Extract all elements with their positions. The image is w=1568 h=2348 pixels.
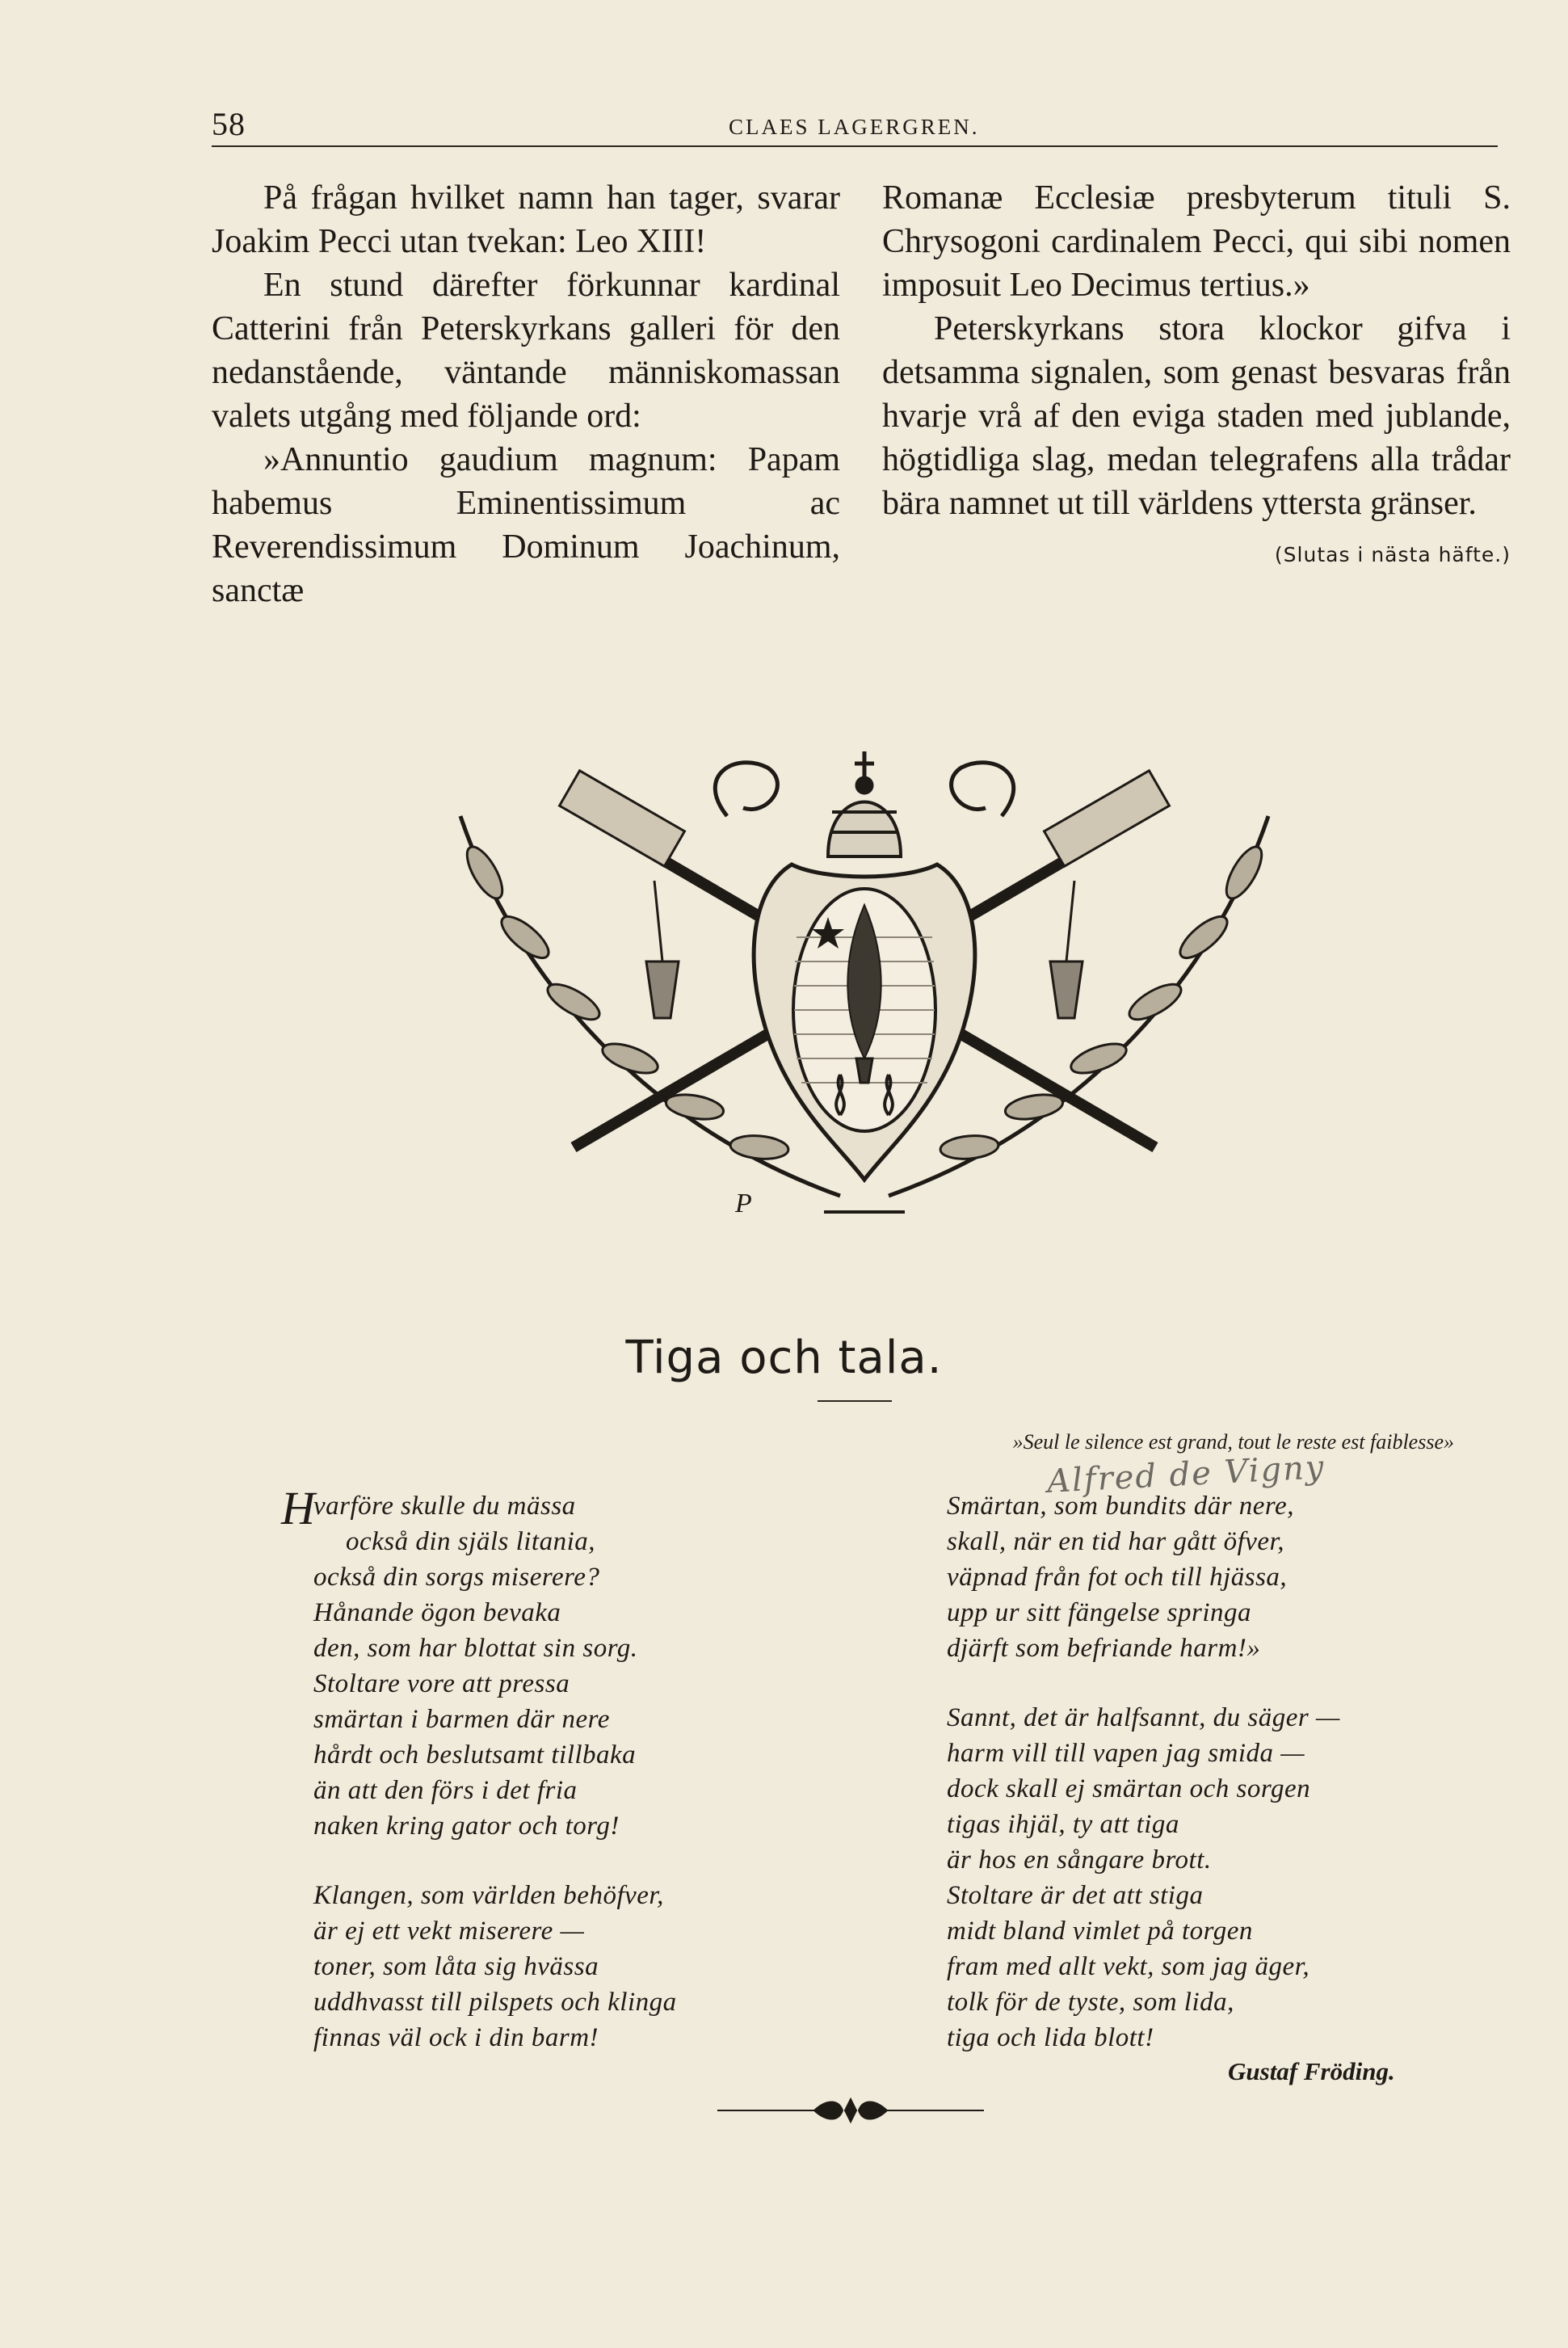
poem-author: Gustaf Fröding.: [1228, 2057, 1395, 2085]
poem-title: Tiga och tala.: [625, 1332, 943, 1384]
poem-line: smärtan i barmen där nere: [313, 1705, 610, 1734]
poem-line: midt bland vimlet på torgen: [947, 1917, 1253, 1946]
poem-line: Smärtan, som bundits där nere,: [947, 1492, 1294, 1521]
poem-line: Stoltare är det att stiga: [947, 1881, 1204, 1910]
poem-line: tiga och lida blott!: [947, 2023, 1154, 2052]
poem-line: djärft som befriande harm!»: [947, 1634, 1261, 1663]
poem-line: harm vill till vapen jag smida —: [947, 1739, 1305, 1768]
poem-stanza: [313, 1878, 766, 2056]
article-paragraph: »Annuntio gaudium magnum: Papam habemus Eminentissimum ac Reverendissimum Dominum Joachinum, sanctæ: [212, 441, 840, 609]
papal-coat-of-arms-illustration: [388, 695, 1341, 1260]
poem-column-right: [947, 1488, 1464, 2089]
header-rule: [212, 145, 1498, 147]
poem-line: varföre skulle du mässa: [313, 1492, 576, 1521]
poem-stanza: [947, 1488, 1464, 1666]
title-rule: [818, 1400, 892, 1402]
poem-line: är ej ett vekt miserere —: [313, 1917, 585, 1946]
poem-line: Klangen, som världen behöfver,: [313, 1881, 664, 1910]
poem-line: den, som har blottat sin sorg.: [313, 1634, 638, 1663]
article-paragraph: På frågan hvilket namn han tager, svarar Joakim Pecci utan tvekan: Leo XIII!: [212, 179, 840, 260]
engraver-signature: P: [735, 1189, 752, 1218]
article-column-left: [212, 176, 840, 612]
poem-line: väpnad från fot och till hjässa,: [947, 1563, 1288, 1592]
article-paragraph: Romanæ Ecclesiæ presbyterum tituli S. Chrysogoni cardinalem Pecci, qui sibi nomen imposuit Leo Decimus tertius.»: [882, 179, 1511, 304]
poem-column-left: [281, 1482, 766, 2089]
page-number: 58: [212, 106, 246, 142]
poem-line: hårdt och beslutsamt tillbaka: [313, 1740, 637, 1769]
poem-line: Hånande ögon bevaka: [313, 1598, 561, 1627]
poem-line: tolk för de tyste, som lida,: [947, 1988, 1234, 2017]
poem-line: uddhvasst till pilspets och klinga: [313, 1988, 677, 2017]
poem-line: Sannt, det är halfsannt, du säger —: [947, 1703, 1340, 1732]
poem-line: skall, när en tid har gått öfver,: [947, 1527, 1284, 1556]
poem-line: tigas ihjäl, ty att tiga: [947, 1810, 1179, 1839]
end-ornament-icon: [717, 2093, 984, 2128]
poem-line: upp ur sitt fängelse springa: [947, 1598, 1252, 1627]
poem-line: Stoltare vore att pressa: [313, 1669, 570, 1698]
handwritten-annotation: Alfred de Vigny: [1046, 1449, 1326, 1500]
poem-line: dock skall ej smärtan och sorgen: [947, 1774, 1311, 1803]
poem-line: är hos en sångare brott.: [947, 1845, 1212, 1875]
poem-line: toner, som låta sig hvässa: [313, 1952, 599, 1981]
drop-cap: H: [281, 1482, 316, 1534]
poem-line: fram med allt vekt, som jag äger,: [947, 1952, 1310, 1981]
article-paragraph: Peterskyrkans stora klockor gifva i detsamma signalen, som genast besvaras från hvarje vrå af den eviga staden med jublande, högtidliga slag, medan telegrafens alla trådar bära namnet ut till världens yttersta gränser.: [882, 310, 1511, 522]
poem-epigraph: »Seul le silence est grand, tout le reste est faiblesse»: [1012, 1430, 1454, 1454]
continuation-note: (Slutas i nästa häfte.): [1274, 543, 1511, 566]
poem-line: finnas väl ock i din barm!: [313, 2023, 599, 2052]
poem-stanza: [947, 1700, 1464, 2056]
poem-line: också din sorgs miserere?: [313, 1563, 600, 1592]
running-header: [212, 99, 1496, 147]
running-title: CLAES LAGERGREN.: [729, 115, 980, 139]
poem-stanza: [313, 1488, 766, 1844]
article-column-right: [882, 176, 1511, 577]
poem-line: naken kring gator och torg!: [313, 1811, 620, 1841]
poem-line: än att den förs i det fria: [313, 1776, 578, 1805]
article-paragraph: En stund därefter förkunnar kardinal Catterini från Peterskyrkans galleri för den nedanstående, väntande människomassan valets utgång med följande ord:: [212, 267, 840, 435]
poem-line: också din själs litania,: [346, 1527, 595, 1556]
